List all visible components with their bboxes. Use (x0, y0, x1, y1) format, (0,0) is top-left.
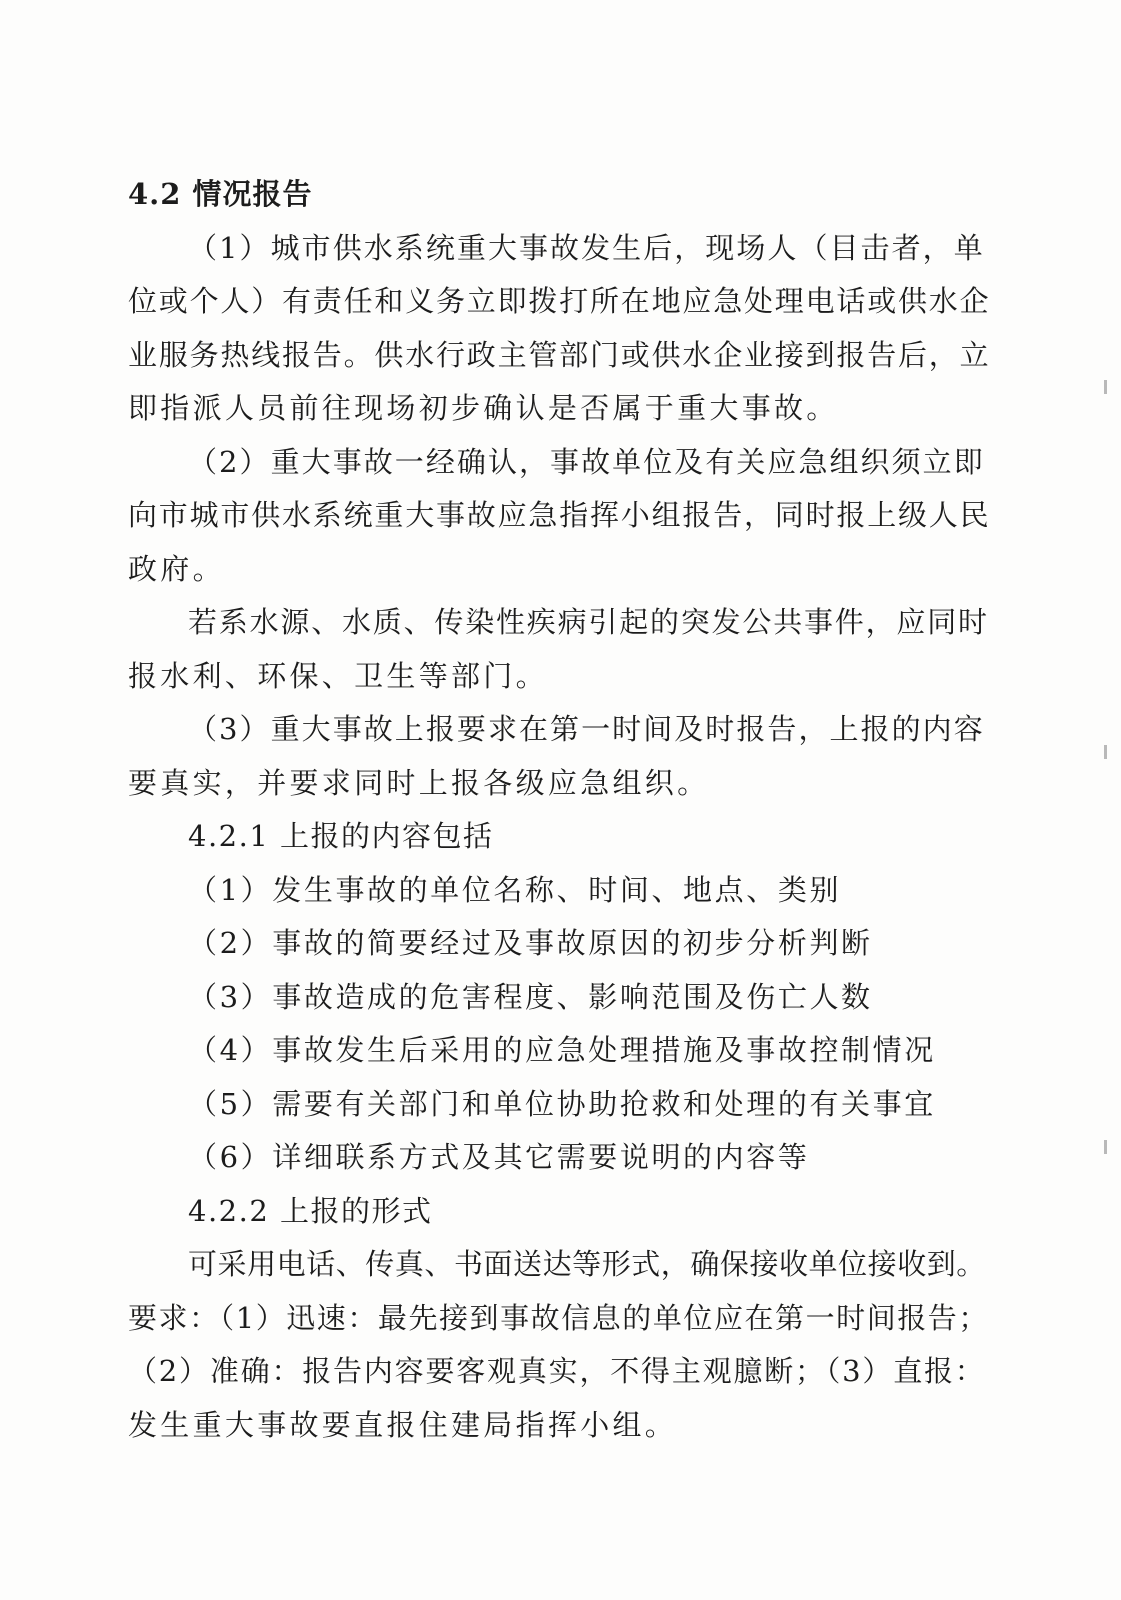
paragraph-line: 要真实，并要求同时上报各级应急组织。 (128, 765, 710, 800)
paragraph-line: 报水利、环保、卫生等部门。 (128, 658, 548, 693)
paragraph-line: 即指派人员前往现场初步确认是否属于重大事故。 (128, 391, 839, 425)
list-item: （6）详细联系方式及其它需要说明的内容等 (188, 1140, 810, 1174)
subsection-title: 4.2.2 上报的形式 (188, 1193, 433, 1228)
paragraph-line: 若系水源、水质、传染性疾病引起的突发公共事件，应同时 (188, 605, 989, 639)
paragraph-line: 向市城市供水系统重大事故应急指挥小组报告，同时报上级人民 (128, 498, 991, 532)
list-item: （2）事故的简要经过及事故原因的初步分析判断 (188, 926, 873, 960)
margin-mark (1104, 745, 1107, 759)
paragraph-line: （3）重大事故上报要求在第一时间及时报告，上报的内容 (188, 712, 985, 746)
paragraph-line: 政府。 (128, 551, 225, 586)
paragraph-line: （1）城市供水系统重大事故发生后，现场人（目击者，单 (188, 230, 985, 265)
document-body (128, 168, 991, 1452)
paragraph-line: （2）准确：报告内容要客观真实，不得主观臆断；（3）直报： (128, 1354, 986, 1388)
section-heading: 4.2 情况报告 (128, 177, 313, 211)
paragraph-line: （2）重大事故一经确认，事故单位及有关应急组织须立即 (188, 444, 985, 479)
subsection-title: 4.2.1 上报的内容包括 (188, 819, 494, 853)
paragraph-line: 位或个人）有责任和义务立即拨打所在地应急处理电话或供水企 (128, 284, 991, 318)
list-item: （5）需要有关部门和单位协助抢救和处理的有关事宜 (188, 1086, 936, 1121)
list-item: （1）发生事故的单位名称、时间、地点、类别 (188, 872, 842, 907)
list-item: （4）事故发生后采用的应急处理措施及事故控制情况 (188, 1033, 936, 1067)
paragraph-line: 业服务热线报告。供水行政主管部门或供水企业接到报告后，立 (128, 337, 991, 372)
margin-mark (1104, 1140, 1107, 1154)
paragraph-line: 可采用电话、传真、书面送达等形式，确保接收单位接收到。 (188, 1247, 986, 1281)
list-item: （3）事故造成的危害程度、影响范围及伤亡人数 (188, 979, 873, 1014)
paragraph-line: 发生重大事故要直报住建局指挥小组。 (128, 1407, 678, 1442)
paragraph-line: 要求：（1）迅速：最先接到事故信息的单位应在第一时间报告； (128, 1300, 989, 1335)
margin-mark (1104, 380, 1107, 394)
